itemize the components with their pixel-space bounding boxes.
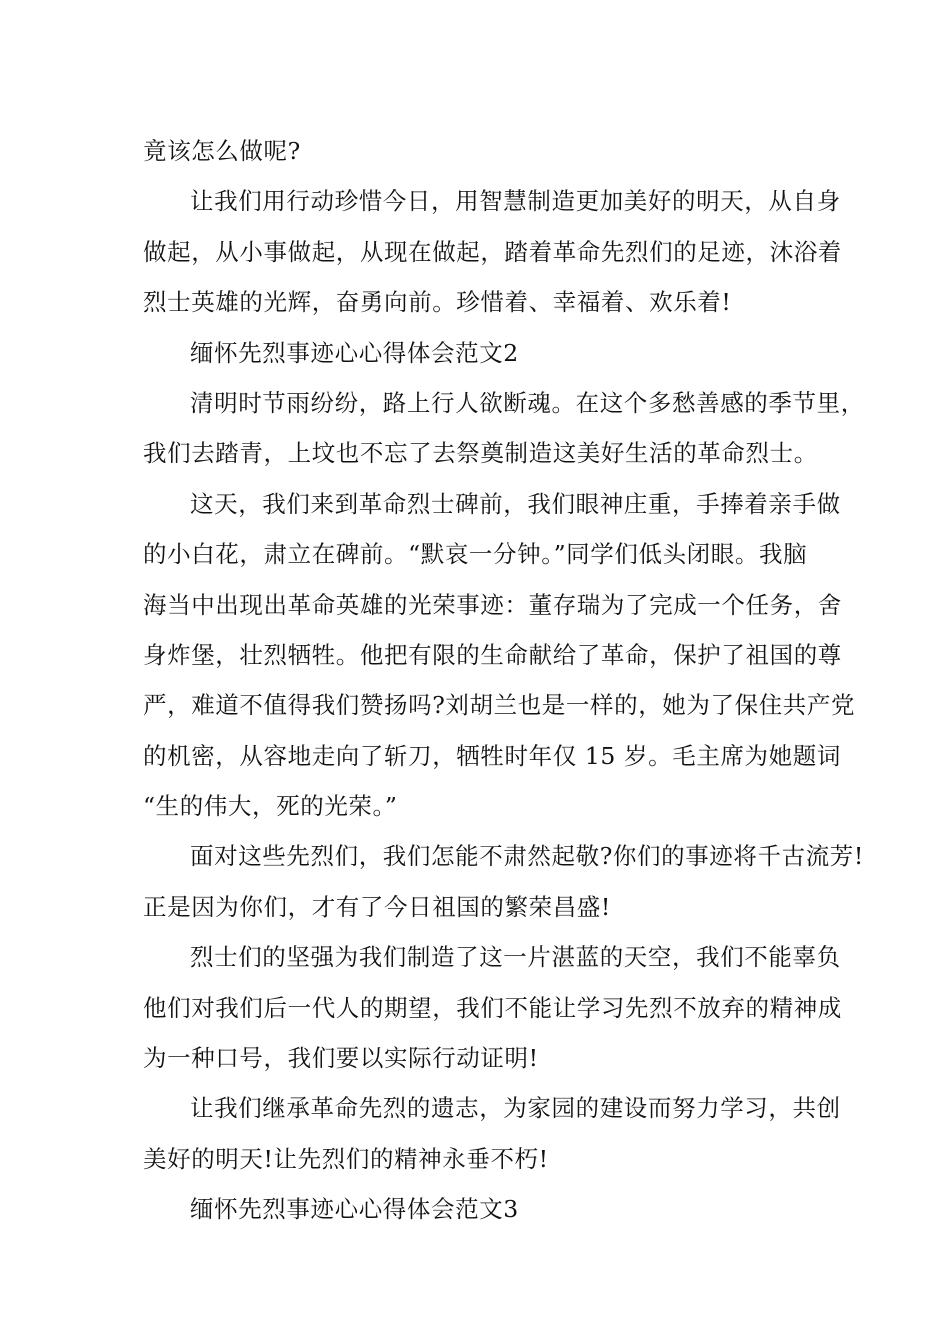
paragraph-line: “生的伟大，死的光荣。” [143,792,398,821]
paragraph-line: 我们去踏青，上坟也不忘了去祭奠制造这美好生活的革命烈士。 [143,439,818,468]
section-heading: 缅怀先烈事迹心心得体会范文2 [190,338,519,367]
paragraph-line: 的机密，从容地走向了斩刀，牺牲时年仅 15 岁。毛主席为她题词 [143,741,841,770]
document-body [143,126,865,1235]
paragraph-line: 美好的明天!让先烈们的精神永垂不朽! [143,1144,549,1173]
paragraph-line: 烈士英雄的光辉，奋勇向前。珍惜着、幸福着、欢乐着! [143,288,732,317]
paragraph-line: 他们对我们后一代人的期望，我们不能让学习先烈不放弃的精神成 [143,993,842,1022]
paragraph-line: 正是因为你们，才有了今日祖国的繁荣昌盛! [143,892,611,921]
paragraph-line: 的小白花，肃立在碑前。“默哀一分钟。”同学们低头闭眼。我脑 [143,540,808,569]
section-heading: 缅怀先烈事迹心心得体会范文3 [190,1195,519,1224]
paragraph-line: 让我们继承革命先烈的遗志，为家园的建设而努力学习，共创 [190,1094,841,1123]
paragraph-line: 为一种口号，我们要以实际行动证明! [143,1044,539,1073]
paragraph-line: 身炸堡，壮烈牺牲。他把有限的生命献给了革命，保护了祖国的尊 [143,640,842,669]
paragraph-line: 面对这些先烈们，我们怎能不肃然起敬?你们的事迹将千古流芳! [190,842,864,871]
paragraph-line: 烈士们的坚强为我们制造了这一片湛蓝的天空，我们不能辜负 [190,943,841,972]
paragraph-line: 这天，我们来到革命烈士碑前，我们眼神庄重，手捧着亲手做 [190,489,841,518]
paragraph-line: 海当中出现出革命英雄的光荣事迹：董存瑞为了完成一个任务，舍 [143,590,842,619]
paragraph-line: 严，难道不值得我们赞扬吗?刘胡兰也是一样的，她为了保住共产党 [143,691,856,720]
paragraph-line: 清明时节雨纷纷，路上行人欲断魂。在这个多愁善感的季节里， [190,388,865,417]
paragraph-line: 让我们用行动珍惜今日，用智慧制造更加美好的明天，从自身 [190,187,841,216]
paragraph-line: 竟该怎么做呢? [143,137,301,165]
paragraph-line: 做起，从小事做起，从现在做起，踏着革命先烈们的足迹，沐浴着 [143,237,842,266]
